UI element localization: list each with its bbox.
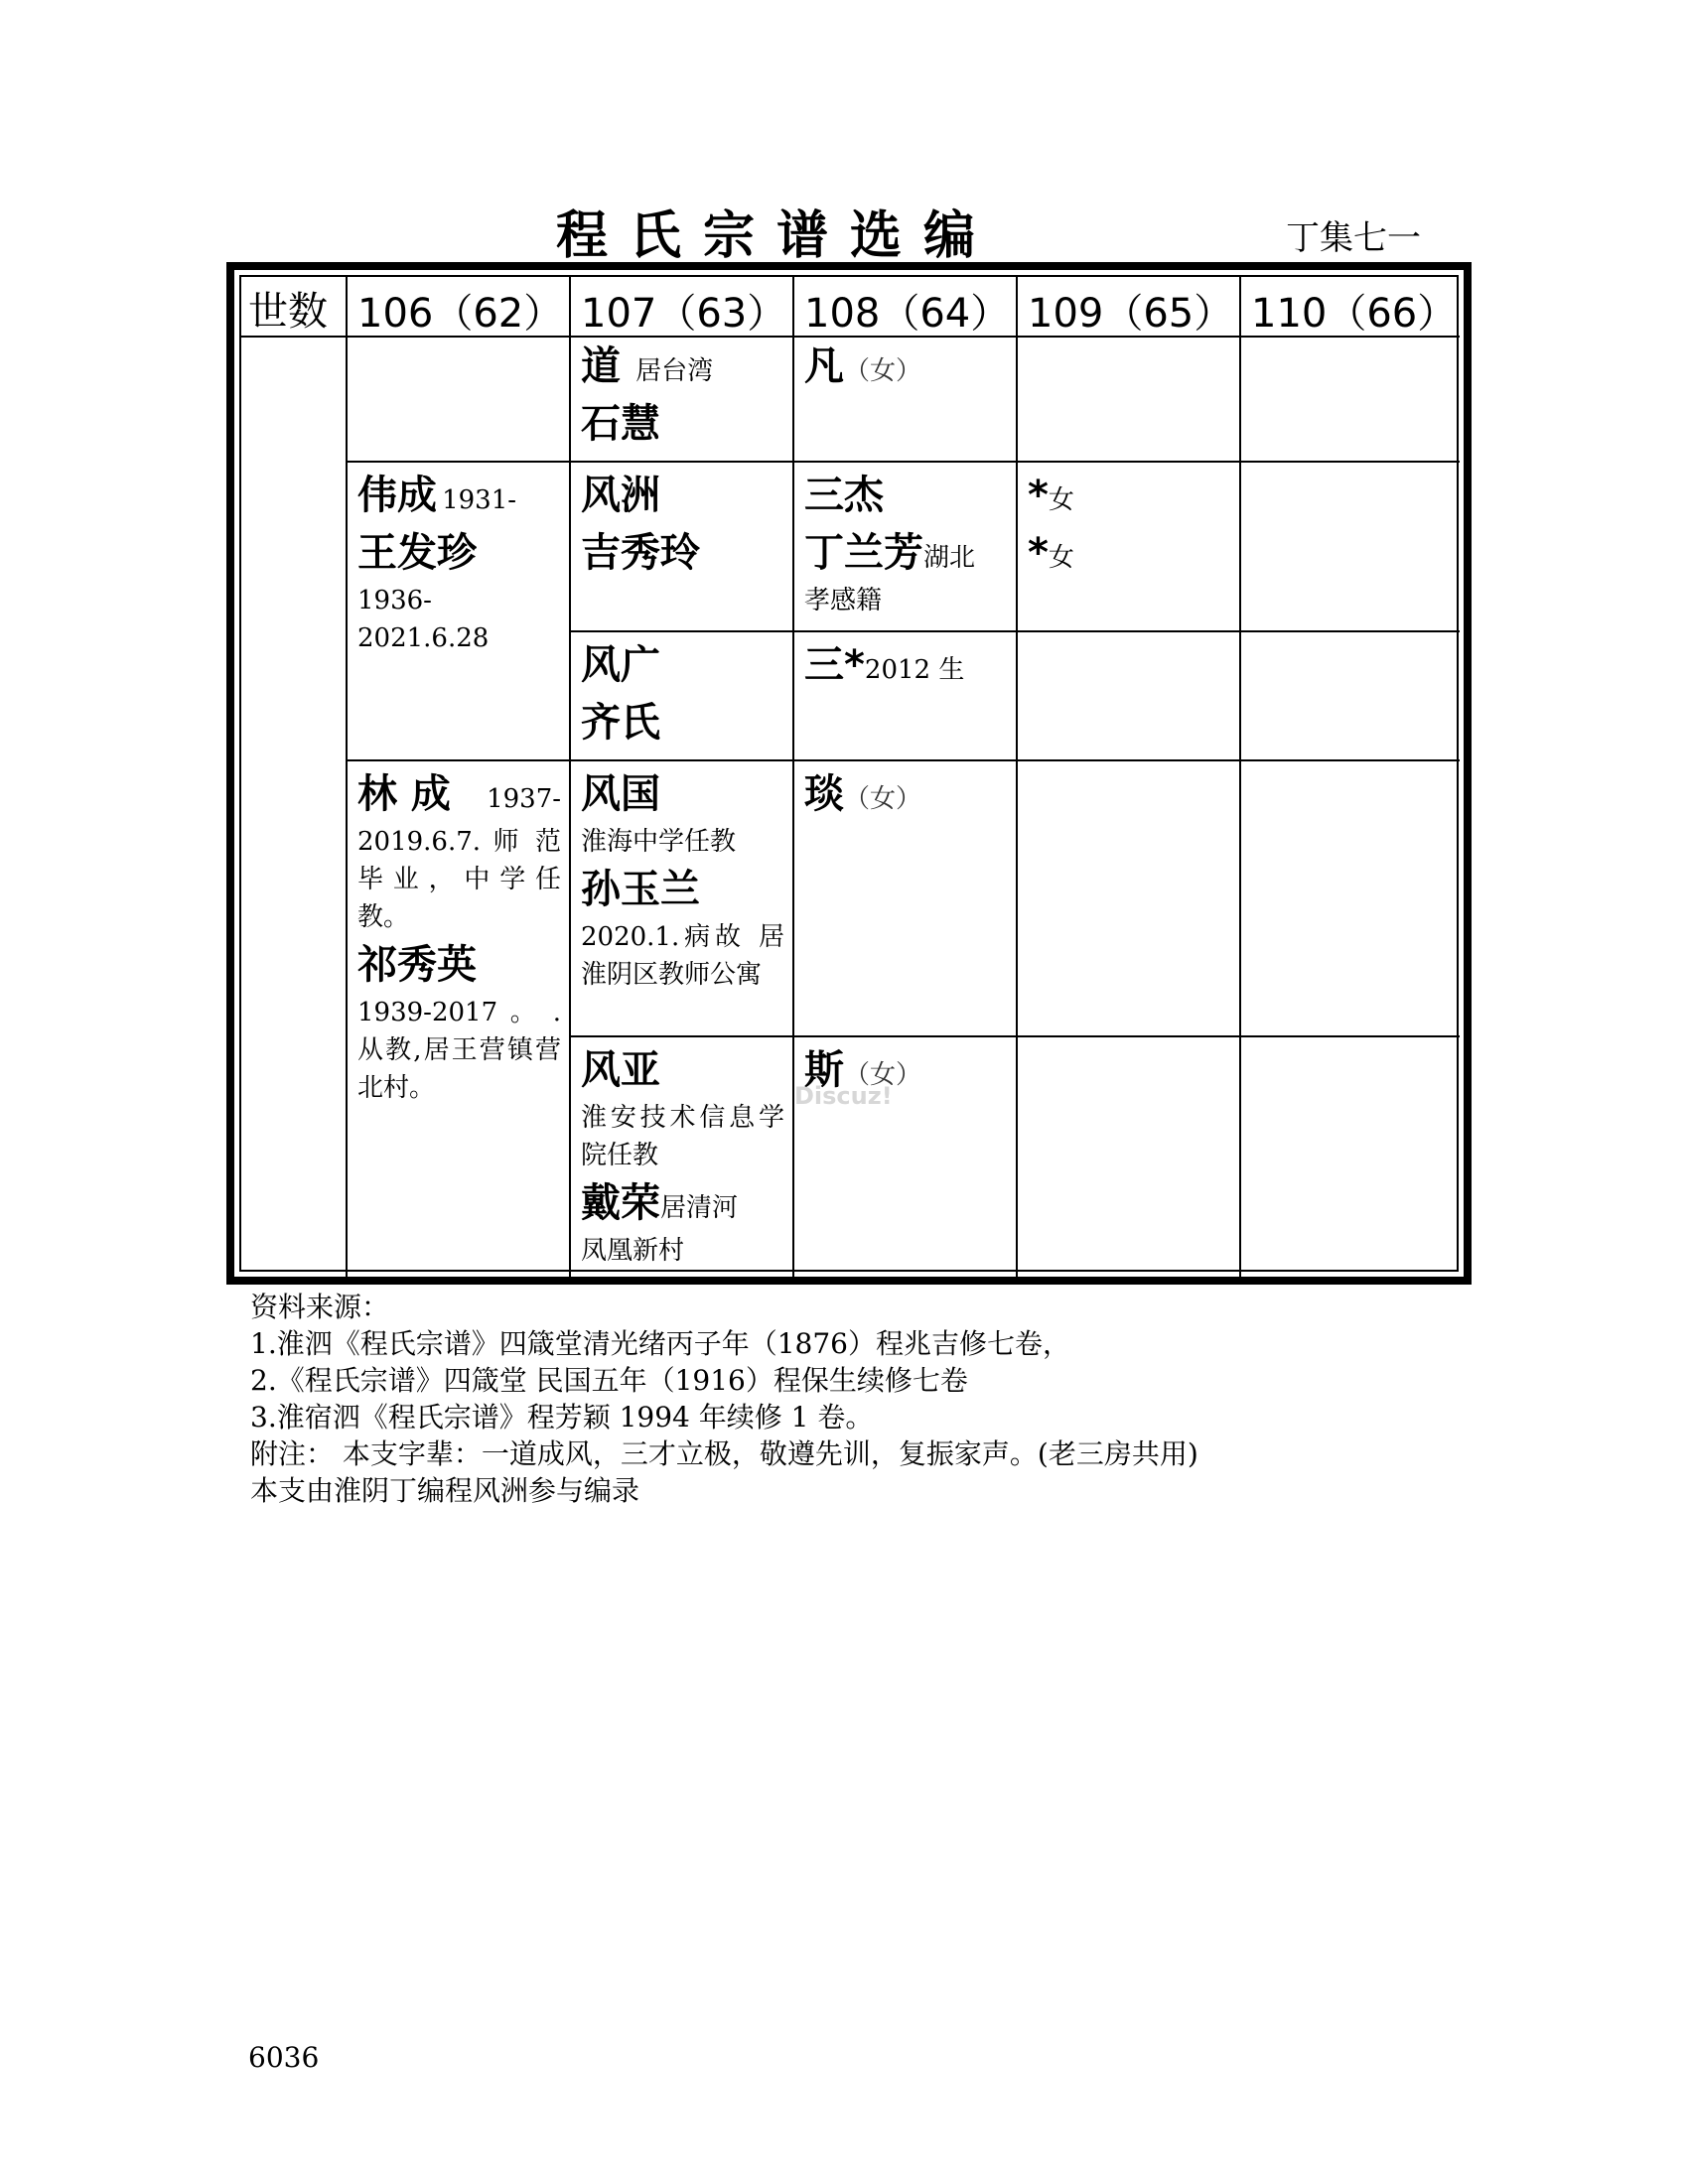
spouse-name: 王发珍 (357, 530, 477, 576)
entry-fengya (581, 1041, 784, 1270)
person-note: 1937-2019.6.7. 师 范 毕业，中学任教。 (357, 784, 562, 932)
row-divider (569, 1035, 1460, 1037)
header-gen-110: 110（66） (1251, 291, 1458, 337)
spouse-name: 丁兰芳 (804, 530, 923, 576)
header-generation: 世数 (248, 289, 328, 335)
entry-fengguo (581, 765, 784, 994)
person-note: （女） (844, 1060, 922, 1090)
spouse-name: 石慧 (581, 401, 660, 447)
source-line: 2.《程氏宗谱》四箴堂 民国五年（1916）程保生续修七卷 (250, 1364, 968, 1397)
column-divider (1239, 276, 1241, 1279)
spouse-name: 祁秀英 (357, 942, 477, 988)
spouse-name: 吉秀玲 (581, 530, 700, 576)
person-name: 林成 (357, 771, 465, 817)
row-divider (569, 630, 1460, 632)
compiler-line: 本支由淮阴丁编程风洲参与编录 (250, 1474, 640, 1507)
entry-daughters (1028, 467, 1231, 582)
person-name: 三杰 (804, 473, 884, 518)
source-line: 3.淮宿泗《程氏宗谱》程芳颖 1994 年续修 1 卷。 (250, 1401, 874, 1433)
person-note: 淮安技术信息学院任教 (581, 1103, 784, 1170)
spouse-note: 2020.1.病故 居淮阴区教师公寓 (581, 922, 784, 990)
entry-sanjie (804, 467, 1013, 619)
page-title: 程氏宗谱选编 (556, 206, 998, 266)
person-note: 淮海中学任教 (581, 827, 737, 857)
person-note: 居台湾 (635, 356, 714, 386)
sources-heading: 资料来源： (250, 1291, 390, 1323)
entry-fengzhou (581, 467, 784, 582)
column-divider (792, 276, 794, 1279)
person-note: 女 (1048, 543, 1074, 573)
page-number: 6036 (248, 2041, 320, 2074)
entry-sanx (804, 636, 1008, 694)
header-gen-107: 107（63） (581, 291, 787, 337)
annotation-line: 附注： 本支字辈：一道成风，三才立极，敬遵先训，复振家声。(老三房共用) (250, 1437, 1198, 1470)
entry-fan (804, 338, 1008, 395)
spouse-name: 孙玉兰 (581, 867, 700, 912)
person-note: 女 (1048, 485, 1074, 515)
column-divider (569, 276, 571, 1279)
spouse-note: 居清河 (660, 1193, 739, 1223)
sources-section (250, 1289, 1491, 1509)
person-name: 琰 (804, 771, 844, 817)
person-name: 凡 (804, 343, 844, 389)
volume-label: 丁集七一 (1286, 218, 1421, 258)
person-name: 三* (804, 642, 865, 688)
person-note: 1931- (442, 485, 517, 515)
person-note: （女） (844, 356, 922, 386)
person-name: 斯 (804, 1047, 844, 1093)
spouse-name: 戴荣 (581, 1180, 660, 1226)
person-note: （女） (844, 784, 922, 814)
entry-weicheng (357, 467, 561, 657)
unknown-name-marker: * (1028, 473, 1049, 518)
entry-fengguang (581, 636, 784, 751)
header-gen-109: 109（65） (1028, 291, 1234, 337)
column-divider (1016, 276, 1018, 1279)
person-note: 2012 生 (864, 655, 965, 685)
spouse-note: 湖北 (923, 543, 976, 573)
entry-lincheng (357, 765, 561, 1107)
person-name: 风亚 (581, 1047, 660, 1093)
watermark: Discuz! (794, 1082, 893, 1110)
entry-dao (581, 338, 784, 453)
genealogy-table (226, 262, 1472, 1285)
spouse-note: 1939-2017 。 . 从教,居王营镇营北村。 (357, 998, 561, 1103)
row-divider (346, 759, 1460, 761)
unknown-name-marker: * (1028, 530, 1049, 576)
person-name: 风洲 (581, 473, 660, 518)
header-gen-108: 108（64） (804, 291, 1011, 337)
spouse-name: 齐氏 (581, 700, 660, 746)
person-name: 道 (581, 343, 621, 389)
column-divider (346, 276, 348, 1279)
source-line: 1.淮泗《程氏宗谱》四箴堂清光绪丙子年（1876）程兆吉修七卷， (250, 1327, 1070, 1360)
header-gen-106: 106（62） (357, 291, 564, 337)
person-name: 伟成 (357, 473, 437, 518)
spouse-note: 1936-2021.6.28 (357, 586, 490, 653)
spouse-note: 凤凰新村 (581, 1236, 685, 1266)
spouse-note: 孝感籍 (804, 586, 883, 615)
person-name: 风广 (581, 642, 660, 688)
row-divider (346, 461, 1460, 463)
entry-tan (804, 765, 1008, 823)
person-name: 风国 (581, 771, 660, 817)
